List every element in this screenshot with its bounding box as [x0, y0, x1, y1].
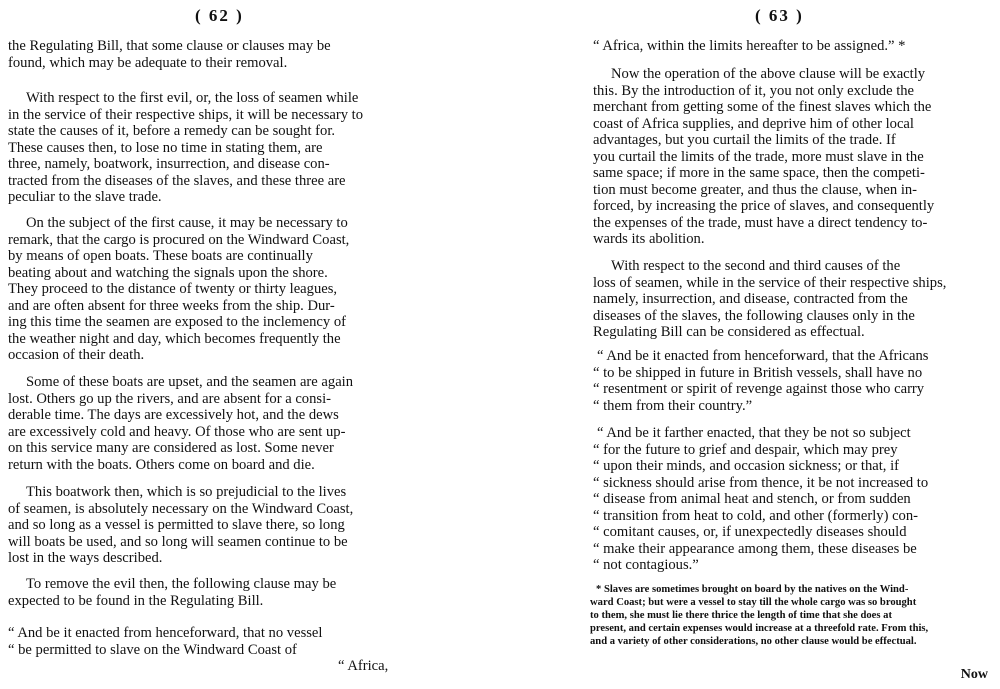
paragraph — [8, 215, 422, 364]
paragraph — [593, 348, 989, 414]
paragraph — [8, 625, 422, 675]
footnote — [590, 583, 986, 648]
footnote-line: to them, she must lie there thrice the length of time that she does at — [590, 610, 892, 621]
text-line: same space; if more in the same space, then the competi- — [593, 165, 925, 181]
footnote-line: and a variety of other considerations, no other clause would be effectual. — [590, 636, 917, 647]
paragraph — [593, 425, 989, 574]
text-line: wards its abolition. — [593, 231, 705, 247]
text-line: “ And be it enacted from henceforward, that no vessel — [8, 625, 323, 641]
text-line: “ sickness should arise from thence, it be not increased to — [593, 474, 929, 491]
text-line: occasion of their death. — [8, 347, 145, 363]
text-line: tion must become greater, and thus the clause, when in- — [593, 181, 918, 198]
paragraph — [593, 258, 989, 341]
paragraph — [8, 90, 422, 206]
text-line: merchant from getting some of the finest slaves which the — [593, 99, 932, 115]
text-line: tracted from the diseases of the slaves, and these three are — [8, 172, 346, 189]
text-line: peculiar to the slave trade. — [8, 189, 162, 205]
paragraph — [593, 38, 989, 55]
text-line: state the causes of it, before a remedy can be sought for. — [8, 123, 336, 139]
text-line: loss of seamen, while in the service of their respective ships, — [593, 274, 947, 291]
text-line: ing this time the seamen are exposed to the inclemency of — [8, 314, 346, 330]
text-line: are excessively cold and heavy. Of those who are sent up- — [8, 423, 346, 440]
text-line: and are often absent for three weeks from the ship. Dur- — [8, 297, 335, 314]
text-line: “ not contagious.” — [593, 557, 699, 573]
text-line: “ be permitted to slave on the Windward Coast of — [8, 641, 297, 658]
text-line: advantages, but you curtail the limits of the trade. If — [593, 132, 896, 148]
text-line: lost in the ways described. — [8, 550, 163, 566]
paragraph — [8, 484, 422, 567]
footnote-line: ward Coast; but were a vessel to stay till the whole cargo was so brought — [590, 597, 917, 608]
text-line: “ resentment or spirit of revenge against those who carry — [593, 381, 925, 397]
paragraph — [8, 38, 422, 71]
text-line: coast of Africa supplies, and deprive him of other local — [593, 115, 914, 132]
text-line: will boats be used, and so long will seamen continue to be — [8, 533, 348, 550]
text-line: “ And be it farther enacted, that they be not so subject — [597, 425, 911, 441]
text-line: on this service many are considered as lost. Some never — [8, 440, 334, 456]
text-line: forced, by increasing the price of slaves, and consequently — [593, 198, 935, 214]
text-line: On the subject of the first cause, it may be necessary to — [26, 215, 348, 231]
text-line: With respect to the second and third causes of the — [611, 258, 901, 274]
text-line: you curtail the limits of the trade, more must slave in the — [593, 148, 924, 165]
text-line: Some of these boats are upset, and the seamen are again — [26, 374, 354, 390]
text-line: return with the boats. Others come on board and die. — [8, 456, 315, 473]
text-line: “ Africa, within the limits hereafter to be assigned.” * — [593, 38, 906, 54]
text-line: Regulating Bill can be considered as effectual. — [593, 324, 865, 340]
text-line: the weather night and day, which becomes frequently the — [8, 330, 341, 347]
text-line: “ transition from heat to cold, and other (formerly) con- — [593, 507, 919, 524]
text-line: To remove the evil then, the following clause may be — [26, 576, 337, 592]
text-line: These causes then, to lose no time in stating them, are — [8, 139, 323, 156]
text-line: “ to be shipped in future in British vessels, shall have no — [593, 364, 923, 381]
catchword: Now — [960, 667, 988, 682]
text-line: of seamen, is absolutely necessary on the Windward Coast, — [8, 500, 354, 517]
text-line: Now the operation of the above clause will be exactly — [611, 66, 926, 82]
text-line: “ And be it enacted from henceforward, that the Africans — [597, 348, 929, 364]
paragraph — [8, 576, 422, 609]
text-line: “ for the future to grief and despair, which may prey — [593, 441, 898, 458]
text-line: “ them from their country.” — [593, 397, 753, 414]
text-line: “ disease from animal heat and stench, or from sudden — [593, 491, 911, 507]
text-line: diseases of the slaves, the following clauses only in the — [593, 307, 915, 324]
text-line: in the service of their respective ships, it will be necessary to — [8, 106, 364, 123]
text-line: This boatwork then, which is so prejudicial to the lives — [26, 484, 347, 500]
footnote-line: * Slaves are sometimes brought on board by the natives on the Wind- — [596, 584, 909, 595]
text-line: “ upon their minds, and occasion sickness; or that, if — [593, 458, 899, 474]
text-line: found, which may be adequate to their removal. — [8, 54, 288, 71]
paragraph — [593, 66, 989, 248]
text-line: derable time. The days are excessively hot, and the dews — [8, 407, 339, 423]
text-line: remark, that the cargo is procured on the Windward Coast, — [8, 231, 350, 248]
text-line: the Regulating Bill, that some clause or clauses may be — [8, 38, 331, 54]
text-line: this. By the introduction of it, you not only exclude the — [593, 82, 915, 99]
text-line: by means of open boats. These boats are continually — [8, 248, 313, 264]
text-line: three, namely, boatwork, insurrection, and disease con- — [8, 156, 330, 172]
text-line: and so long as a vessel is permitted to slave there, so long — [8, 517, 345, 533]
page-number: ( 62 ) — [195, 6, 244, 25]
text-line: expected to be found in the Regulating Bill. — [8, 592, 264, 609]
text-line: “ comitant causes, or, if unexpectedly diseases should — [593, 524, 907, 540]
page-number: ( 63 ) — [755, 6, 804, 25]
right-page — [500, 0, 1000, 689]
text-line: lost. Others go up the rivers, and are absent for a consi- — [8, 390, 331, 407]
footnote-line: present, and certain expenses would increase at a threefold rate. From this, — [590, 623, 929, 634]
paragraph — [8, 374, 422, 473]
text-line: namely, insurrection, and disease, contracted from the — [593, 291, 908, 307]
text-line: beating about and watching the signals upon the shore. — [8, 264, 328, 281]
text-line: They proceed to the distance of twenty or thirty leagues, — [8, 281, 338, 297]
text-line: “ Africa, — [338, 658, 389, 674]
text-line: “ make their appearance among them, these diseases be — [593, 540, 917, 557]
text-line: With respect to the first evil, or, the loss of seamen while — [26, 90, 359, 106]
text-line: the expenses of the trade, must have a direct tendency to- — [593, 214, 928, 231]
